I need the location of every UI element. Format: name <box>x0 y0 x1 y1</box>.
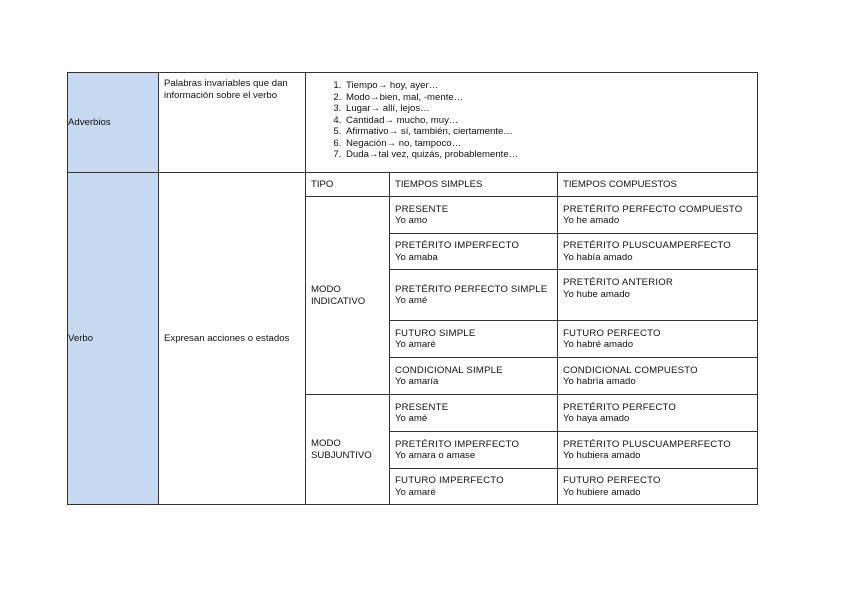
adverbio-type: 7. Duda→tal vez, quizás, probablemente… <box>344 149 757 161</box>
adverbios-label: Adverbios <box>68 73 159 173</box>
tiempo-name: PRETÉRITO IMPERFECTO <box>395 438 520 450</box>
adverbio-type: 3. Lugar→ allí, lejos… <box>344 103 757 115</box>
tiempo-name: PRETÉRITO ANTERIOR <box>563 277 674 288</box>
adverbios-types-list <box>306 80 757 161</box>
adverbio-type: 4. Cantidad→ mucho, muy… <box>344 115 757 127</box>
tiempo-name: PRETÉRITO PERFECTO SIMPLE <box>395 283 548 295</box>
tiempo-simple-cell <box>390 270 558 321</box>
verbo-label: Verbo <box>68 173 159 505</box>
tiempo-simple-cell <box>390 358 558 395</box>
tiempo-example: Yo amaba <box>395 251 438 263</box>
tiempo-compuesto-cell <box>558 270 758 321</box>
adverbios-types-cell <box>306 73 758 173</box>
tiempo-example: Yo hube amado <box>563 288 630 300</box>
tiempo-example: Yo he amado <box>563 215 620 226</box>
tiempo-simple-cell <box>390 234 558 270</box>
tiempo-compuesto-cell <box>558 197 758 234</box>
tiempo-example: Yo amaré <box>395 486 436 498</box>
verbo-header-row <box>68 173 758 197</box>
tiempo-example: Yo hubiera amado <box>563 450 641 461</box>
tiempo-example: Yo habría amado <box>563 376 636 387</box>
verbo-definition: Expresan acciones o estados <box>159 173 306 505</box>
tiempo-simple-cell <box>390 432 558 469</box>
tiempo-compuesto-cell <box>558 321 758 358</box>
tiempo-simple-cell <box>390 197 558 234</box>
adverbio-type: 5. Afirmativo→ sí, también, ciertamente… <box>344 126 757 138</box>
tiempo-example: Yo había amado <box>563 251 633 263</box>
tiempo-compuesto-cell <box>558 358 758 395</box>
adverbio-type: 6. Negación→ no, tampoco… <box>344 138 757 150</box>
tiempo-example: Yo haya amado <box>563 413 630 424</box>
tiempo-name: PRETÉRITO PERFECTO COMPUESTO <box>563 203 743 215</box>
adverbio-type: 2. Modo→bien, mal, -mente… <box>344 92 757 104</box>
tiempo-name: PRETÉRITO IMPERFECTO <box>395 240 520 251</box>
tiempo-name: FUTURO SIMPLE <box>395 327 476 339</box>
tiempo-compuesto-cell <box>558 395 758 432</box>
tiempo-example: Yo amaré <box>395 339 436 350</box>
adverbios-definition: Palabras invariables que dan información sobre el verbo <box>159 73 306 173</box>
tiempo-example: Yo amaría <box>395 376 439 387</box>
tiempo-name: PRETÉRITO PLUSCUAMPERFECTO <box>563 438 731 450</box>
header-tipo: TIPO <box>306 173 390 197</box>
tiempo-name: PRESENTE <box>395 401 449 413</box>
adverbio-type: 1. Tiempo→ hoy, ayer… <box>344 80 757 92</box>
header-tiempos-simples: TIEMPOS SIMPLES <box>390 173 558 197</box>
tiempo-example: Yo hubiere amado <box>563 486 641 498</box>
tiempo-compuesto-cell <box>558 432 758 469</box>
tiempo-name: CONDICIONAL COMPUESTO <box>563 364 698 376</box>
tiempo-name: PRESENTE <box>395 203 449 215</box>
tiempo-name: FUTURO PERFECTO <box>563 475 661 486</box>
tiempo-name: FUTURO PERFECTO <box>563 327 661 339</box>
adverbios-row <box>68 73 758 173</box>
modo-subjuntivo: MODO SUBJUNTIVO <box>306 395 390 505</box>
tiempo-simple-cell <box>390 321 558 358</box>
tiempo-simple-cell <box>390 469 558 505</box>
tiempo-example: Yo habré amado <box>563 339 634 350</box>
tiempo-name: PRETÉRITO PLUSCUAMPERFECTO <box>563 240 731 251</box>
modo-indicativo: MODO INDICATIVO <box>306 197 390 395</box>
grammar-table <box>67 72 758 505</box>
tiempo-name: FUTURO IMPERFECTO <box>395 475 504 486</box>
tiempo-example: Yo amé <box>395 413 428 424</box>
tiempo-example: Yo amé <box>395 295 428 306</box>
tiempo-name: CONDICIONAL SIMPLE <box>395 364 503 376</box>
tiempo-example: Yo amo <box>395 215 428 226</box>
tiempo-compuesto-cell <box>558 234 758 270</box>
tiempo-compuesto-cell <box>558 469 758 505</box>
tiempo-example: Yo amara o amase <box>395 450 476 461</box>
tiempo-name: PRETÉRITO PERFECTO <box>563 401 677 413</box>
tiempo-simple-cell <box>390 395 558 432</box>
header-tiempos-compuestos: TIEMPOS COMPUESTOS <box>558 173 758 197</box>
